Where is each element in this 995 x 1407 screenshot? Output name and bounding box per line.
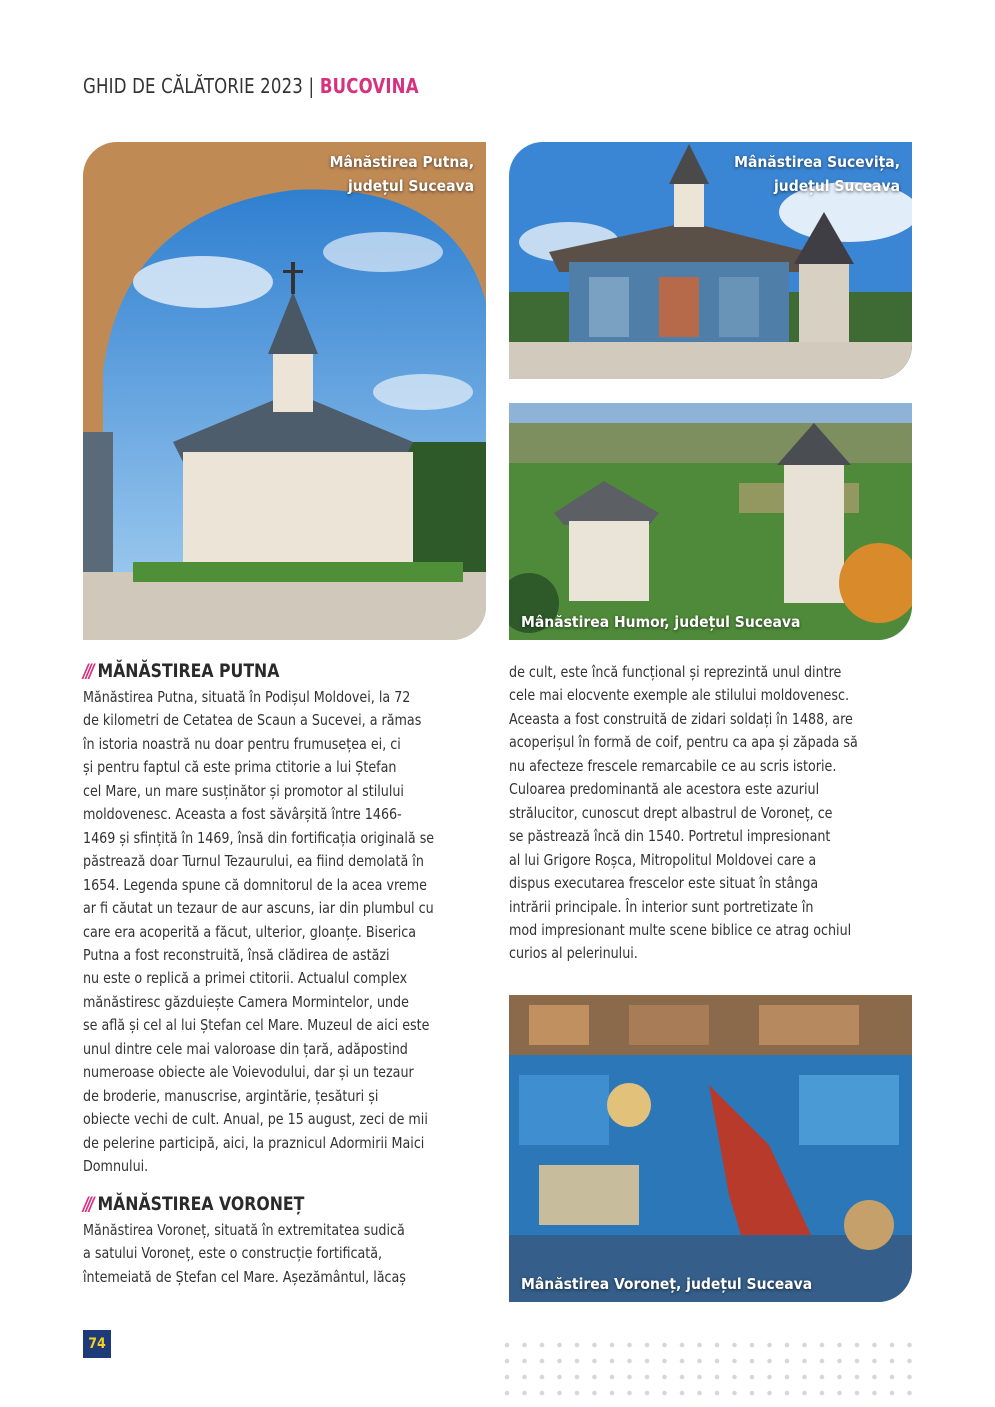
dot [837, 1391, 842, 1396]
text-line: de cult, este încă funcțional și reprezintă unul dintre [509, 663, 842, 681]
dot [522, 1343, 527, 1348]
dot [802, 1359, 807, 1364]
text-line: Mănăstirea Voroneț, situată în extremitatea sudică [83, 1221, 405, 1239]
text-line: ar fi căutat un tezaur de aur ascuns, iar din plumbul cu [83, 899, 434, 918]
dot [767, 1391, 772, 1396]
dot [785, 1375, 790, 1380]
dot [610, 1359, 615, 1364]
dot [627, 1375, 632, 1380]
dot [540, 1391, 545, 1396]
dot [592, 1375, 597, 1380]
photo-voronet-frescoes [509, 995, 912, 1302]
dot [785, 1391, 790, 1396]
dot [715, 1359, 720, 1364]
dot [750, 1343, 755, 1348]
dot [907, 1343, 912, 1348]
dot [680, 1375, 685, 1380]
photo-sucevita-monastery [509, 142, 912, 379]
dot [855, 1391, 860, 1396]
dot [907, 1375, 912, 1380]
text-line: care era acoperită a făcut, ulterior, gloanțe. Biserica [83, 922, 417, 941]
dot [610, 1343, 615, 1348]
dot [750, 1391, 755, 1396]
dot [505, 1375, 510, 1380]
dot [767, 1359, 772, 1364]
text-line: unul dintre cele mai valoroase din țară, adăpostind [83, 1039, 408, 1058]
text-line: de kilometri de Cetatea de Scaun a Sucevei, a rămas [83, 711, 422, 730]
dot [645, 1391, 650, 1396]
dot [907, 1359, 912, 1364]
dot [890, 1359, 895, 1364]
dot [522, 1375, 527, 1380]
text-line: nu este o replică a primei ctitorii. Actualul complex [83, 969, 408, 988]
dot [750, 1375, 755, 1380]
section-text-voronet-continued [509, 661, 914, 966]
dot [732, 1343, 737, 1348]
text-line: Mănăstirea Putna, situată în Podișul Moldovei, la 72 [83, 688, 411, 706]
text-line: nu afecteze frescele remarcabile ce au scris istorie. [509, 756, 837, 775]
section-text-putna [83, 686, 493, 1179]
text-line: al lui Grigore Roșca, Mitropolitul Moldovei care a [509, 850, 817, 869]
dot [610, 1375, 615, 1380]
dot [697, 1359, 702, 1364]
dot [522, 1391, 527, 1396]
dot [627, 1359, 632, 1364]
dot [837, 1375, 842, 1380]
dot [697, 1391, 702, 1396]
dot [890, 1391, 895, 1396]
dot [645, 1343, 650, 1348]
text-line: de broderie, manuscrise, argintărie, țesături și [83, 1086, 379, 1105]
photo-putna-caption: Mânăstirea Putna, județul Suceava [329, 153, 474, 195]
text-line: păstrează doar Turnul Tezaurului, ea fiind demolată în [83, 852, 424, 871]
dot [610, 1391, 615, 1396]
dot [505, 1391, 510, 1396]
section-marker: /// [83, 1193, 92, 1215]
dot [802, 1391, 807, 1396]
dot [575, 1343, 580, 1348]
dot [837, 1359, 842, 1364]
dot [592, 1343, 597, 1348]
text-line: Domnului. [83, 1157, 149, 1176]
dot [732, 1359, 737, 1364]
dot [785, 1343, 790, 1348]
dot [662, 1375, 667, 1380]
photo-sucevita-caption: Mânăstirea Sucevița, județul Suceava [734, 153, 900, 195]
dot [627, 1343, 632, 1348]
text-line: acoperișul în formă de coif, pentru ca apa și zăpada să [509, 733, 858, 752]
text-line: 1469 și sfințită în 1469, însă din fortificația originală se [83, 828, 435, 847]
dot [557, 1359, 562, 1364]
text-line: și pentru faptul că este prima ctitorie a lui Ștefan [83, 758, 397, 777]
dot [540, 1375, 545, 1380]
header-separator: | [308, 74, 315, 98]
photo-humor-caption: Mânăstirea Humor, județul Suceava [521, 613, 801, 631]
dot [697, 1375, 702, 1380]
text-line: cel Mare, un mare susținător și promotor al stilului [83, 781, 404, 800]
text-line: de pelerine participă, aici, la praznicul Adormirii Maici [83, 1133, 425, 1152]
dot [872, 1359, 877, 1364]
dot [575, 1375, 580, 1380]
text-line: dispus executarea frescelor este situat în stânga [509, 874, 819, 893]
text-line: întemeiată de Ștefan cel Mare. Așezământul, lăcaș [83, 1267, 406, 1286]
dot [715, 1343, 720, 1348]
dot [820, 1391, 825, 1396]
photo-putna-monastery [83, 142, 486, 640]
text-line: 1654. Legenda spune că domnitorul de la acea vreme [83, 875, 427, 894]
text-line: în istoria noastră nu doar pentru frumusețea ei, ci [83, 734, 401, 753]
dot [697, 1343, 702, 1348]
dot [732, 1391, 737, 1396]
dot [890, 1343, 895, 1348]
dot [592, 1391, 597, 1396]
dot [522, 1359, 527, 1364]
dot [820, 1359, 825, 1364]
text-line: obiecte vechi de cult. Anual, pe 15 august, zeci de mii [83, 1110, 428, 1129]
dot [802, 1375, 807, 1380]
section-title-putna: /// MĂNĂSTIREA PUTNA [83, 660, 280, 682]
dot [872, 1375, 877, 1380]
text-line: Putna a fost reconstruită, însă clădirea de astăzi [83, 945, 390, 964]
guide-title: GHID DE CĂLĂTORIE 2023 [83, 74, 304, 98]
dot [680, 1343, 685, 1348]
text-line: se păstrează încă din 1540. Portretul impresionant [509, 827, 831, 846]
dot [767, 1343, 772, 1348]
section-text-voronet [83, 1219, 493, 1289]
section-title-voronet: /// MĂNĂSTIREA VORONEȚ [83, 1193, 305, 1215]
text-line: Culoarea predominantă ale acestora este azuriul [509, 780, 820, 799]
text-line: strălucitor, cunoscut drept albastrul de Voroneț, ce [509, 803, 833, 822]
dot [715, 1391, 720, 1396]
dot [540, 1343, 545, 1348]
text-line: mod impresionant multe scene biblice ce atrag ochiul [509, 920, 852, 939]
dot [820, 1375, 825, 1380]
dot [662, 1343, 667, 1348]
text-line: curios al pelerinului. [509, 944, 638, 963]
dot [750, 1359, 755, 1364]
dot [592, 1359, 597, 1364]
dot [505, 1359, 510, 1364]
dot [505, 1343, 510, 1348]
dot [872, 1391, 877, 1396]
dot [802, 1343, 807, 1348]
photo-voronet-caption: Mânăstirea Voroneț, județul Suceava [521, 1275, 813, 1293]
dot [767, 1375, 772, 1380]
text-line: mănăstiresc găzduiește Camera Mormintelor, unde [83, 992, 409, 1011]
section-marker: /// [83, 660, 92, 682]
dot [785, 1359, 790, 1364]
dot [557, 1375, 562, 1380]
dot [820, 1343, 825, 1348]
text-line: moldovenesc. Aceasta a fost săvârșită între 1466- [83, 805, 402, 824]
dot [855, 1359, 860, 1364]
dot [837, 1343, 842, 1348]
dot [645, 1375, 650, 1380]
dot [907, 1391, 912, 1396]
dot [575, 1359, 580, 1364]
text-line: a satului Voroneț, este o construcție fortificată, [83, 1244, 383, 1263]
region-title: BUCOVINA [319, 74, 419, 98]
dot [680, 1359, 685, 1364]
dot [890, 1375, 895, 1380]
dot [855, 1375, 860, 1380]
text-line: numeroase obiecte ale Voievodului, dar și un tezaur [83, 1063, 414, 1082]
page-number-badge: 74 [83, 1330, 111, 1358]
dot [662, 1391, 667, 1396]
dot [557, 1343, 562, 1348]
dot [627, 1391, 632, 1396]
text-line: se află și cel al lui Ștefan cel Mare. Muzeul de aici este [83, 1016, 430, 1035]
dot [575, 1391, 580, 1396]
dot [645, 1359, 650, 1364]
photo-humor-monastery [509, 403, 912, 640]
dot [662, 1359, 667, 1364]
dot [540, 1359, 545, 1364]
dot [855, 1343, 860, 1348]
text-line: intrării principale. În interior sunt portretizate în [509, 897, 814, 916]
dot [872, 1343, 877, 1348]
dot [680, 1391, 685, 1396]
page-header [83, 74, 419, 98]
text-line: Aceasta a fost construită de zidari soldați în 1488, are [509, 709, 853, 728]
dot [732, 1375, 737, 1380]
dot [557, 1391, 562, 1396]
decorative-dot-grid [503, 1340, 923, 1400]
text-line: cele mai elocvente exemple ale stilului moldovenesc. [509, 686, 850, 705]
dot [715, 1375, 720, 1380]
